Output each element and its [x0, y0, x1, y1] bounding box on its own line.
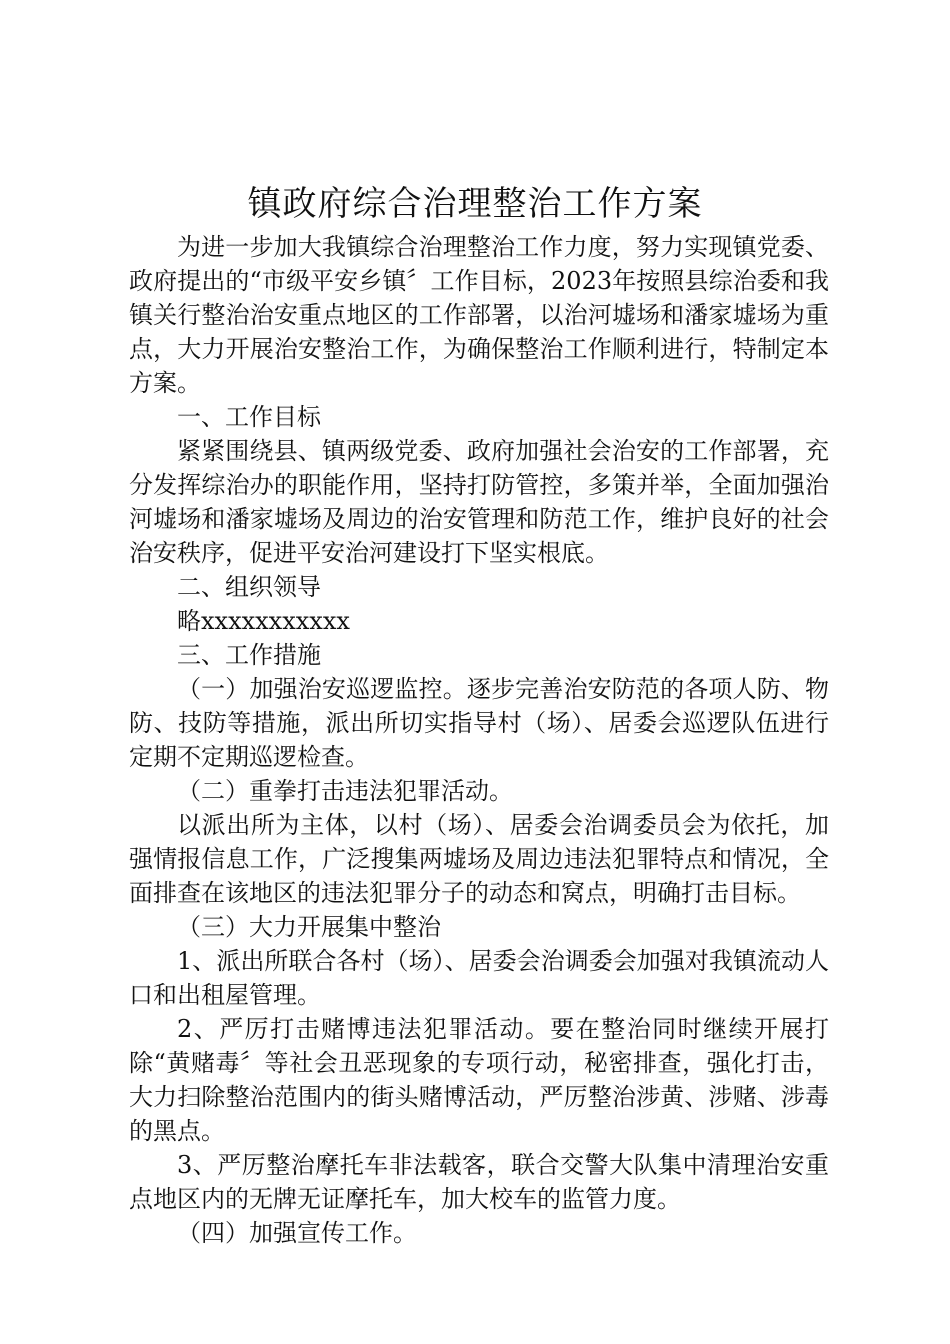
paragraph-intro: 为进一步加大我镇综合治理整治工作力度，努力实现镇党委、政府提出的“市级平安乡镇〞工作目标，2023年按照县综治委和我镇关行整治治安重点地区的工作部署，以治河墟场和潘家墟场为重点，大力开展治安整治工作，为确保整治工作顺利进行，特制定本方案。	[129, 233, 829, 397]
document-title: 镇政府综合治理整治工作方案	[247, 184, 703, 224]
paragraph-measure-3-item-1: 1、派出所联合各村（场）、居委会治调委会加强对我镇流动人口和出租屋管理。	[129, 947, 829, 1009]
paragraph-measure-3-item-3: 3、严厉整治摩托车非法载客，联合交警大队集中清理治安重点地区内的无牌无证摩托车，加大校车的监管力度。	[129, 1151, 829, 1213]
heading-measure-3: （三）大力开展集中整治	[177, 913, 441, 941]
paragraph-measure-1: （一）加强治安巡逻监控。逐步完善治安防范的各项人防、物防、技防等措施，派出所切实指导村（场）、居委会巡逻队伍进行定期不定期巡逻检查。	[129, 675, 829, 771]
heading-measures: 三、工作措施	[177, 641, 321, 669]
paragraph-organization: 略xxxxxxxxxxx	[177, 607, 350, 635]
heading-work-goal: 一、工作目标	[177, 403, 321, 431]
paragraph-work-goal: 紧紧围绕县、镇两级党委、政府加强社会治安的工作部署，充分发挥综治办的职能作用，坚持打防管控，多策并举，全面加强治河墟场和潘家墟场及周边的治安管理和防范工作，维护良好的社会治安秩序，促进平安治河建设打下坚实根底。	[129, 437, 829, 567]
paragraph-measure-2: 以派出所为主体，以村（场）、居委会治调委员会为依托，加强情报信息工作，广泛搜集两墟场及周边违法犯罪特点和情况，全面排查在该地区的违法犯罪分子的动态和窝点，明确打击目标。	[129, 811, 829, 907]
document-body	[129, 230, 829, 1250]
heading-measure-2: （二）重拳打击违法犯罪活动。	[177, 777, 513, 805]
paragraph-measure-3-item-2: 2、严厉打击赌博违法犯罪活动。要在整治同时继续开展打除“黄赌毒〞等社会丑恶现象的专项行动，秘密排查，强化打击，大力扫除整治范围内的街头赌博活动，严厉整治涉黄、涉赌、涉毒的黑点。	[129, 1015, 829, 1145]
heading-organization: 二、组织领导	[177, 573, 321, 601]
heading-measure-4: （四）加强宣传工作。	[177, 1219, 417, 1247]
